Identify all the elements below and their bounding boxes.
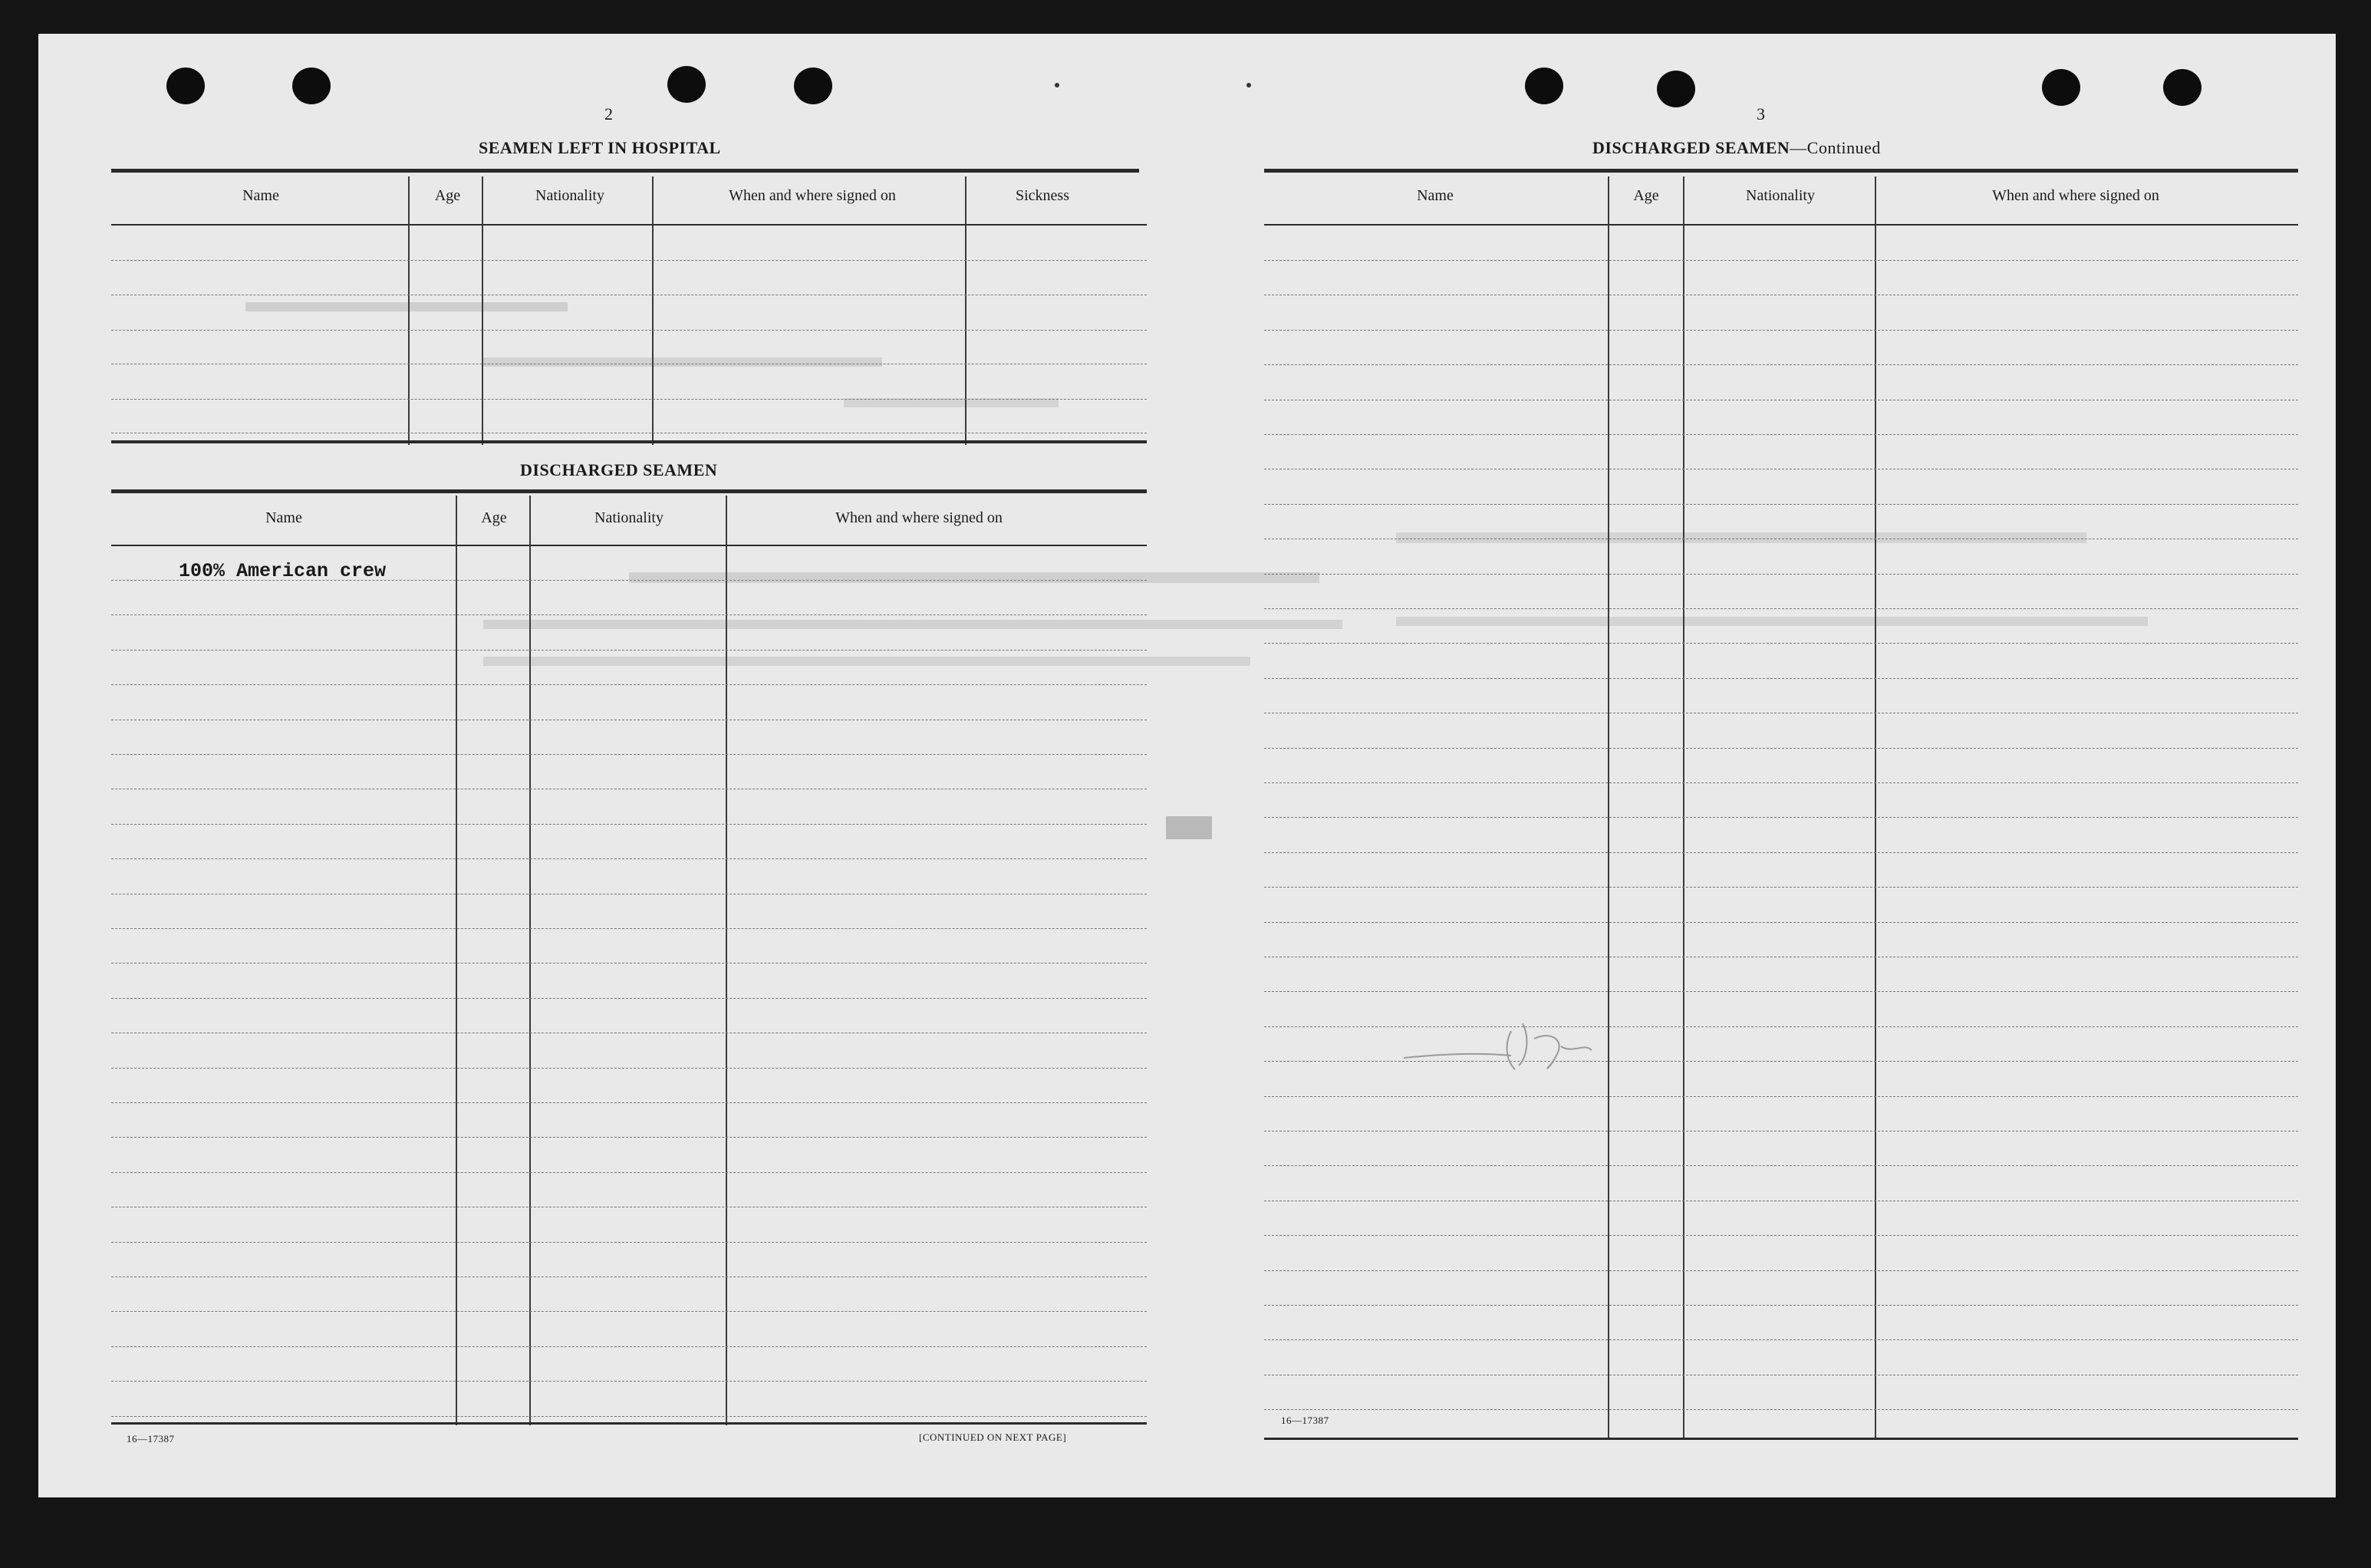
entry-row-rule <box>1264 1409 2298 1410</box>
punch-hole <box>292 68 331 104</box>
section-title-discharged-continued <box>1592 138 1881 158</box>
punch-hole <box>667 66 706 103</box>
entry-row-rule <box>1264 608 2298 609</box>
entry-row-rule <box>1264 504 2298 505</box>
title-continued: —Continued <box>1790 138 1881 157</box>
entry-row-rule <box>1264 1096 2298 1097</box>
entry-row-rule <box>1264 643 2298 644</box>
entry-row-rule <box>1264 364 2298 365</box>
column-header-age: Age <box>1633 187 1659 204</box>
entry-row-rule <box>111 858 1147 859</box>
column-header-signed-on: When and where signed on <box>1992 187 2159 204</box>
column-divider <box>726 496 727 1425</box>
entry-row-rule <box>111 1346 1147 1347</box>
column-header-nationality: Nationality <box>535 187 604 204</box>
entry-row-rule <box>111 1102 1147 1103</box>
entry-row-rule <box>1264 1270 2298 1271</box>
bleed-through-mark <box>483 657 1250 666</box>
header-rule <box>111 224 1147 226</box>
speck <box>1055 83 1059 87</box>
column-divider <box>1683 176 1684 1439</box>
punch-hole <box>1657 71 1695 107</box>
column-divider <box>408 176 410 445</box>
entry-row-rule <box>111 614 1147 615</box>
entry-row-rule <box>1264 887 2298 888</box>
signature-mark <box>1396 985 1595 1085</box>
column-divider <box>529 496 531 1425</box>
entry-row-rule <box>1264 748 2298 749</box>
entry-row-rule <box>1264 1305 2298 1306</box>
entry-row-rule <box>111 684 1147 685</box>
entry-row-rule <box>111 1172 1147 1173</box>
bleed-through-mark <box>483 620 1342 629</box>
entry-row-rule <box>1264 852 2298 853</box>
entry-row-rule <box>111 754 1147 755</box>
page-number: 2 <box>604 104 613 124</box>
table-bottom-rule <box>111 440 1147 443</box>
bleed-through-mark <box>1396 532 2086 543</box>
entry-row-rule <box>111 1137 1147 1138</box>
entry-row-rule <box>111 1068 1147 1069</box>
column-header-name: Name <box>242 187 279 204</box>
column-header-name: Name <box>1417 187 1454 204</box>
entry-row-rule <box>1264 922 2298 923</box>
entry-row-rule <box>1264 782 2298 783</box>
section-title-hospital: SEAMEN LEFT IN HOSPITAL <box>479 138 721 157</box>
column-header-name: Name <box>265 509 302 526</box>
page-number: 3 <box>1757 104 1765 124</box>
header-rule <box>1264 224 2298 226</box>
entry-row-rule <box>111 1276 1147 1277</box>
title-main: DISCHARGED SEAMEN <box>1592 138 1790 157</box>
entry-row-rule <box>111 399 1147 400</box>
entry-row-rule <box>111 330 1147 331</box>
column-header-nationality: Nationality <box>1746 187 1815 204</box>
entry-row-rule <box>111 824 1147 825</box>
punch-hole <box>794 68 832 104</box>
table-top-rule <box>111 169 1139 173</box>
table-top-rule <box>1264 169 2298 173</box>
bleed-through-mark <box>629 572 1319 583</box>
table-top-rule <box>111 489 1147 493</box>
bleed-through-mark <box>1396 617 2148 626</box>
manifest-sheet <box>38 34 2336 1497</box>
entry-row-rule <box>111 650 1147 651</box>
crew-entry: 100% American crew <box>179 560 387 582</box>
entry-row-rule <box>1264 330 2298 331</box>
entry-row-rule <box>111 260 1147 261</box>
entry-row-rule <box>1264 574 2298 575</box>
column-header-signed-on: When and where signed on <box>729 187 896 204</box>
entry-row-rule <box>111 1311 1147 1312</box>
entry-row-rule <box>111 928 1147 929</box>
entry-row-rule <box>1264 434 2298 435</box>
column-header-age: Age <box>434 187 461 204</box>
entry-row-rule <box>1264 817 2298 818</box>
column-header-signed-on: When and where signed on <box>835 509 1003 526</box>
column-divider <box>1875 176 1876 1439</box>
entry-row-rule <box>1264 1165 2298 1166</box>
column-header-sickness: Sickness <box>1016 187 1069 204</box>
punch-hole <box>2163 69 2201 106</box>
column-divider <box>456 496 457 1425</box>
bleed-through-mark <box>483 357 882 367</box>
column-header-age: Age <box>481 509 507 526</box>
section-title-discharged: DISCHARGED SEAMEN <box>520 460 718 479</box>
form-number: 16—17387 <box>1281 1415 1329 1426</box>
column-divider <box>1608 176 1609 1439</box>
entry-row-rule <box>111 1381 1147 1382</box>
column-header-nationality: Nationality <box>594 509 664 526</box>
entry-row-rule <box>1264 678 2298 679</box>
entry-row-rule <box>111 1242 1147 1243</box>
entry-row-rule <box>111 963 1147 964</box>
continued-note: [CONTINUED ON NEXT PAGE] <box>919 1431 1067 1443</box>
speck <box>1246 83 1251 87</box>
table-bottom-rule <box>111 1422 1147 1425</box>
bleed-through-mark <box>245 302 568 311</box>
entry-row-rule <box>1264 1339 2298 1340</box>
entry-row-rule <box>1264 1131 2298 1132</box>
column-divider <box>482 176 483 445</box>
form-number: 16—17387 <box>127 1433 175 1444</box>
entry-row-rule <box>111 1416 1147 1417</box>
column-divider <box>652 176 654 445</box>
bleed-through-mark <box>1166 816 1212 839</box>
punch-hole <box>166 68 205 104</box>
header-rule <box>111 545 1147 546</box>
entry-row-rule <box>1264 260 2298 261</box>
column-divider <box>965 176 967 445</box>
table-bottom-rule <box>1264 1438 2298 1440</box>
punch-hole <box>1525 68 1563 104</box>
punch-hole <box>2042 69 2080 106</box>
entry-row-rule <box>111 998 1147 999</box>
entry-row-rule <box>1264 1235 2298 1236</box>
